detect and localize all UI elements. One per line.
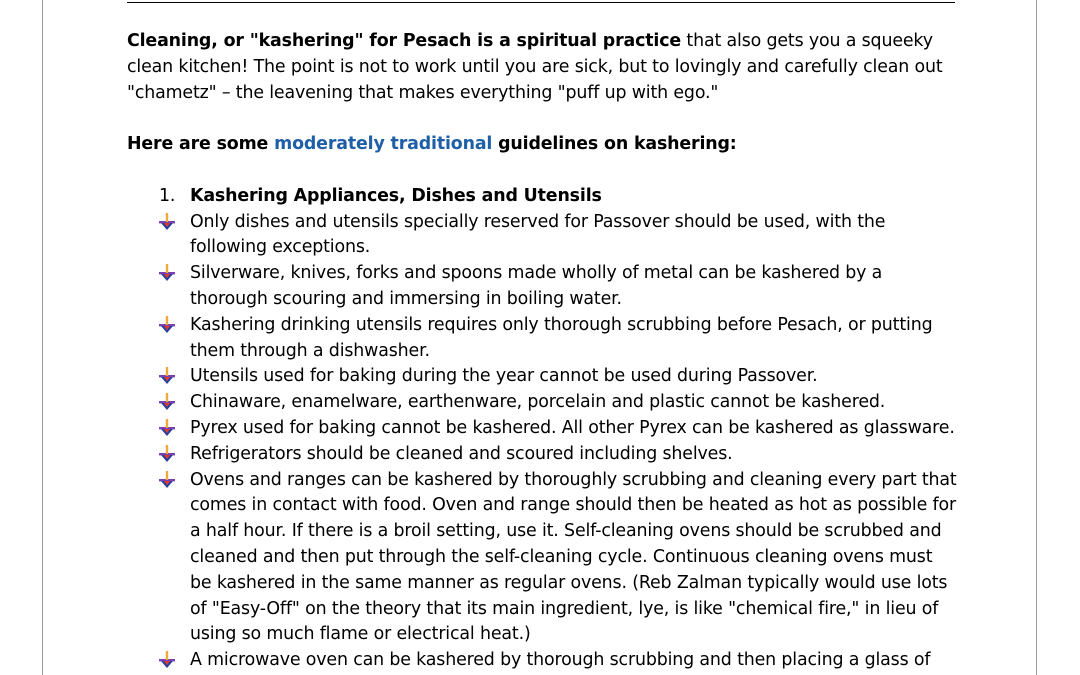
arrow-bullet-icon: [158, 650, 176, 670]
intro-bold-lead: Cleaning, or "kashering" for Pesach is a spiritual practice: [127, 31, 682, 51]
intro-text: that also gets you a squeeky clean kitchen! The point is not to work until you are sick, but to lovingly and carefully clean out "chametz" – the leavening that makes everything "puff up with ego.": [127, 31, 943, 103]
list-item-text: Refrigerators should be cleaned and scoured including shelves.: [190, 443, 733, 464]
header-rule: [127, 2, 955, 3]
document-body: [127, 29, 957, 674]
section-title: Kashering Appliances, Dishes and Utensils: [190, 185, 602, 206]
list-item-text: Chinaware, enamelware, earthenware, porcelain and plastic cannot be kashered.: [190, 392, 886, 413]
list-item-text: Pyrex used for baking cannot be kashered. All other Pyrex can be kashered as glassware.: [190, 417, 955, 438]
guidelines-before: Here are some: [127, 134, 275, 155]
bullet-list: [127, 210, 957, 674]
list-item-text: Only dishes and utensils specially reserved for Passover should be used, with the following exceptions.: [190, 211, 886, 258]
arrow-bullet-icon: [158, 444, 176, 464]
list-item: [127, 442, 957, 468]
arrow-bullet-icon: [158, 392, 176, 412]
list-item: [127, 210, 957, 262]
list-item: [127, 468, 957, 649]
intro-paragraph: [127, 29, 957, 106]
arrow-bullet-icon: [158, 263, 176, 283]
list-item: [127, 261, 957, 313]
page-right-border: [1036, 0, 1037, 675]
section-heading: [127, 184, 957, 210]
arrow-bullet-icon: [158, 366, 176, 386]
arrow-bullet-icon: [158, 315, 176, 335]
list-item: [127, 364, 957, 390]
list-item-text: Silverware, knives, forks and spoons made wholly of metal can be kashered by a thorough scouring and immersing in boiling water.: [190, 263, 883, 309]
guidelines-line: [127, 132, 957, 158]
list-item: [127, 313, 957, 365]
guidelines-after: guidelines on kashering:: [492, 134, 737, 155]
list-item: [127, 648, 957, 674]
page-left-border: [42, 0, 43, 675]
list-item-text: A microwave oven can be kashered by thorough scrubbing and then placing a glass of: [190, 650, 931, 671]
section-number: 1.: [159, 185, 176, 206]
list-item-text: Utensils used for baking during the year cannot be used during Passover.: [190, 366, 818, 387]
arrow-bullet-icon: [158, 470, 176, 490]
moderately-traditional-link[interactable]: moderately traditional: [274, 134, 493, 155]
list-item: [127, 416, 957, 442]
list-item: [127, 390, 957, 416]
list-item-text: Kashering drinking utensils requires only thorough scrubbing before Pesach, or putting them through a dishwasher.: [190, 314, 933, 361]
list-item-text: Ovens and ranges can be kashered by thoroughly scrubbing and cleaning every part that comes in contact with food. Oven and range should then be heated as hot as possible for a half hour. If there is a broil setting, use it. Self-cleaning ovens should be scrubbed and cleaned and then put through the self-cleaning cycle. Continuous cleaning ovens must be kashered in the same manner as regular ovens. (Reb Zalman typically would use lots of "Easy-Off" on the theory that its main ingredient, lye, is like "chemical fire," in lieu of using so much flame or electrical heat.): [190, 469, 957, 645]
arrow-bullet-icon: [158, 418, 176, 438]
arrow-bullet-icon: [158, 212, 176, 232]
